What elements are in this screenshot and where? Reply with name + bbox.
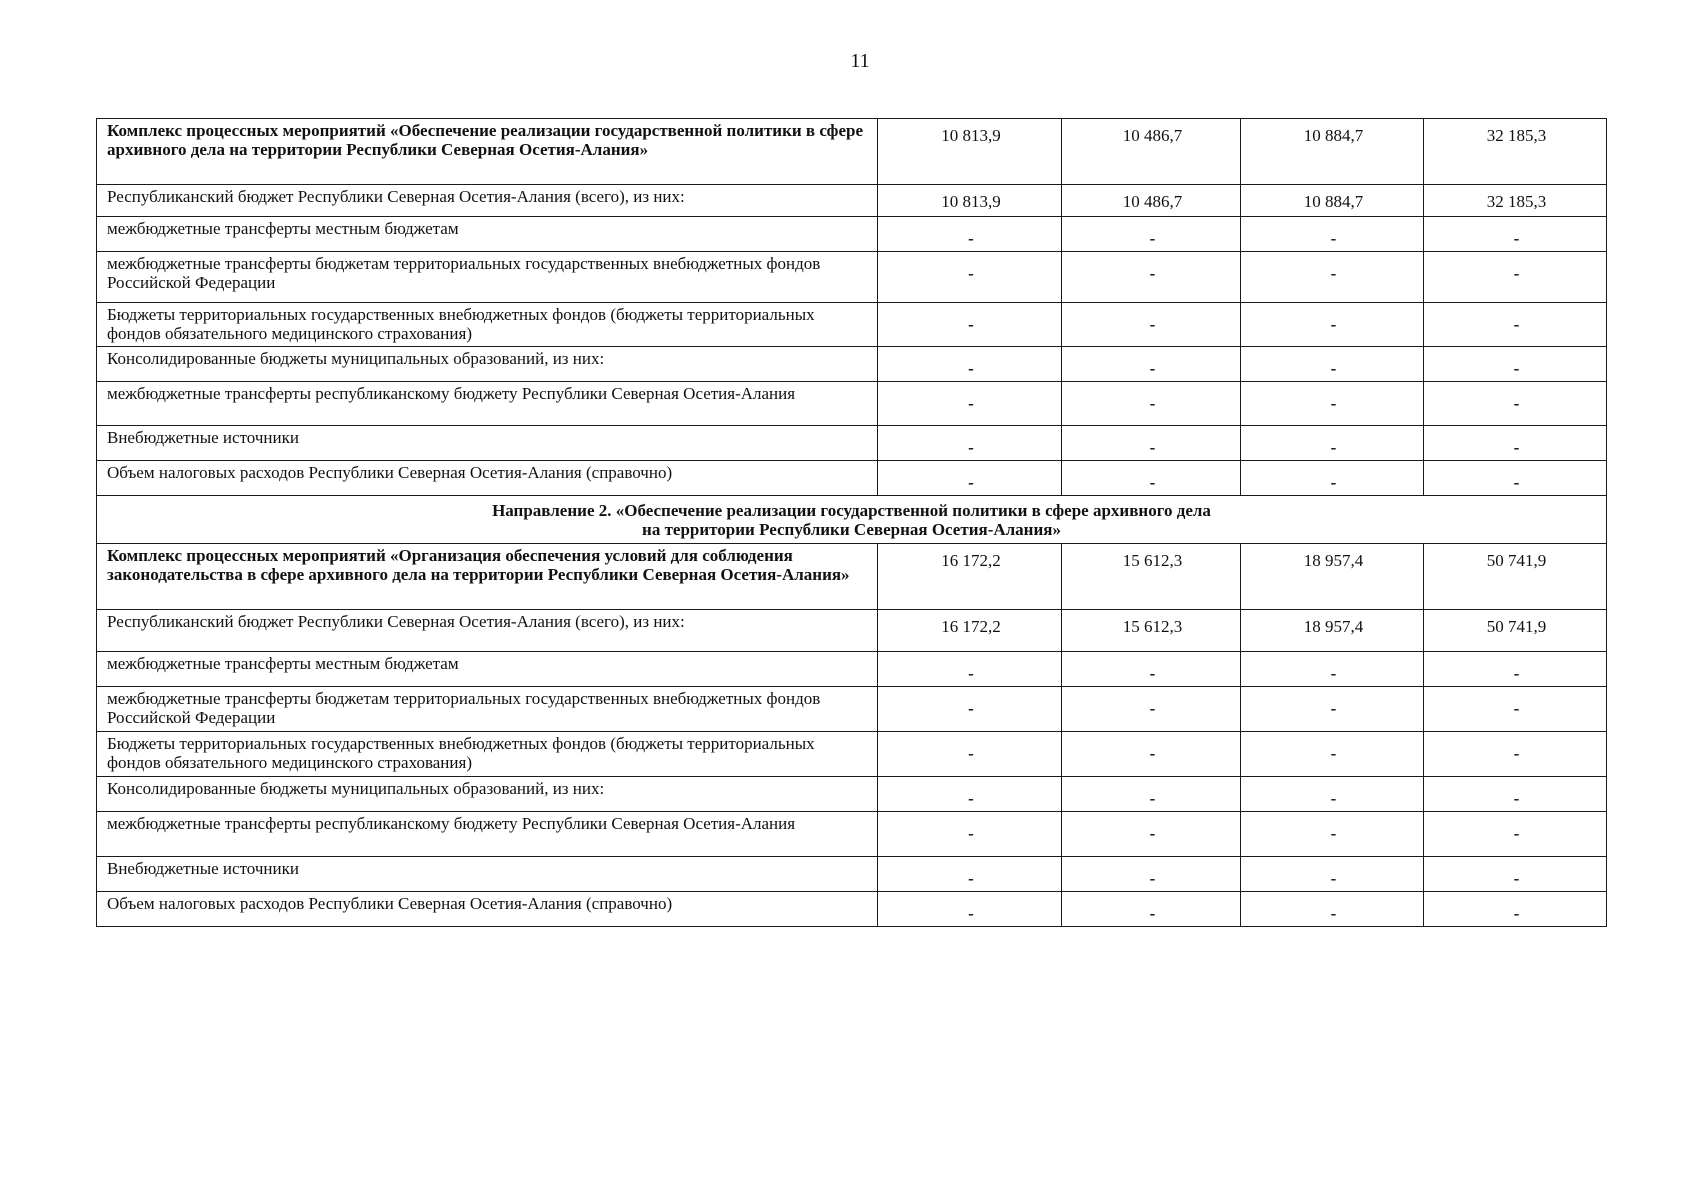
- row-label: Бюджеты территориальных государственных внебюджетных фондов (бюджеты территориальных фондов обязательного медицинского страхования): [97, 303, 878, 347]
- value-cell: -: [1424, 252, 1607, 303]
- table-row: [97, 610, 1607, 652]
- row-label: Консолидированные бюджеты муниципальных образований, из них:: [97, 347, 878, 382]
- table-row: [97, 857, 1607, 892]
- value-cell: -: [1241, 857, 1424, 892]
- value-cell: -: [878, 892, 1062, 927]
- row-label: Бюджеты территориальных государственных внебюджетных фондов (бюджеты территориальных фондов обязательного медицинского страхования): [97, 732, 878, 777]
- row-label: Внебюджетные источники: [97, 857, 878, 892]
- table-row: [97, 461, 1607, 496]
- row-label: Консолидированные бюджеты муниципальных образований, из них:: [97, 777, 878, 812]
- table-row: [97, 544, 1607, 610]
- value-cell: -: [878, 812, 1062, 857]
- section-heading-line-2: на территории Республики Северная Осетия-Алания»: [642, 520, 1061, 539]
- row-label: межбюджетные трансферты бюджетам территориальных государственных внебюджетных фондов Российской Федерации: [97, 687, 878, 732]
- value-cell: -: [1062, 812, 1241, 857]
- table-row: [97, 892, 1607, 927]
- table-row: [97, 687, 1607, 732]
- value-cell: -: [1241, 252, 1424, 303]
- value-cell: 10 884,7: [1241, 119, 1424, 185]
- value-cell: -: [1241, 777, 1424, 812]
- value-cell: -: [1062, 252, 1241, 303]
- value-cell: -: [1062, 892, 1241, 927]
- row-label: Объем налоговых расходов Республики Северная Осетия-Алания (справочно): [97, 461, 878, 496]
- value-cell: -: [1424, 461, 1607, 496]
- row-label: Комплекс процессных мероприятий «Организация обеспечения условий для соблюдения законодательства в сфере архивного дела на территории Республики Северная Осетия-Алания»: [97, 544, 878, 610]
- value-cell: 18 957,4: [1241, 610, 1424, 652]
- row-label: Республиканский бюджет Республики Северная Осетия-Алания (всего), из них:: [97, 610, 878, 652]
- table-row: [97, 119, 1607, 185]
- section-heading: [97, 496, 1607, 544]
- value-cell: -: [1241, 347, 1424, 382]
- table-row: [97, 812, 1607, 857]
- value-cell: -: [1062, 732, 1241, 777]
- value-cell: 10 486,7: [1062, 119, 1241, 185]
- value-cell: -: [1062, 347, 1241, 382]
- section-heading-line-1: Направление 2. «Обеспечение реализации государственной политики в сфере архивного дела: [492, 501, 1211, 520]
- value-cell: -: [878, 347, 1062, 382]
- row-label: Республиканский бюджет Республики Северная Осетия-Алания (всего), из них:: [97, 185, 878, 217]
- page-number: 11: [850, 50, 870, 72]
- table-row: [97, 303, 1607, 347]
- value-cell: 10 813,9: [878, 119, 1062, 185]
- value-cell: -: [1241, 892, 1424, 927]
- value-cell: -: [1241, 426, 1424, 461]
- table-row: [97, 652, 1607, 687]
- value-cell: 50 741,9: [1424, 544, 1607, 610]
- budget-table: [96, 118, 1607, 927]
- table-row: [97, 347, 1607, 382]
- value-cell: 15 612,3: [1062, 610, 1241, 652]
- value-cell: -: [1062, 382, 1241, 426]
- row-label: межбюджетные трансферты республиканскому бюджету Республики Северная Осетия-Алания: [97, 812, 878, 857]
- value-cell: -: [1241, 732, 1424, 777]
- table-row: [97, 777, 1607, 812]
- value-cell: -: [1424, 857, 1607, 892]
- value-cell: -: [878, 382, 1062, 426]
- value-cell: 32 185,3: [1424, 119, 1607, 185]
- table-row: [97, 217, 1607, 252]
- value-cell: -: [1424, 892, 1607, 927]
- block-1-rows: [97, 119, 1607, 496]
- table-row: [97, 732, 1607, 777]
- value-cell: -: [878, 687, 1062, 732]
- value-cell: -: [1424, 426, 1607, 461]
- value-cell: 50 741,9: [1424, 610, 1607, 652]
- value-cell: -: [1424, 812, 1607, 857]
- section-row: [97, 496, 1607, 544]
- value-cell: -: [1062, 652, 1241, 687]
- table-row: [97, 382, 1607, 426]
- value-cell: -: [878, 777, 1062, 812]
- value-cell: -: [1062, 426, 1241, 461]
- value-cell: -: [878, 217, 1062, 252]
- value-cell: -: [1062, 461, 1241, 496]
- value-cell: 10 486,7: [1062, 185, 1241, 217]
- value-cell: -: [1062, 687, 1241, 732]
- value-cell: 10 884,7: [1241, 185, 1424, 217]
- value-cell: -: [878, 252, 1062, 303]
- value-cell: -: [1062, 857, 1241, 892]
- value-cell: -: [878, 652, 1062, 687]
- value-cell: 18 957,4: [1241, 544, 1424, 610]
- value-cell: 32 185,3: [1424, 185, 1607, 217]
- block-2-rows: [97, 544, 1607, 927]
- row-label: межбюджетные трансферты местным бюджетам: [97, 652, 878, 687]
- value-cell: 10 813,9: [878, 185, 1062, 217]
- value-cell: 16 172,2: [878, 544, 1062, 610]
- value-cell: -: [1424, 303, 1607, 347]
- value-cell: -: [1424, 652, 1607, 687]
- row-label: Объем налоговых расходов Республики Северная Осетия-Алания (справочно): [97, 892, 878, 927]
- table-row: [97, 252, 1607, 303]
- value-cell: -: [878, 426, 1062, 461]
- value-cell: -: [1062, 303, 1241, 347]
- value-cell: -: [1062, 217, 1241, 252]
- table-row: [97, 426, 1607, 461]
- value-cell: -: [1424, 732, 1607, 777]
- value-cell: -: [1241, 652, 1424, 687]
- row-label: межбюджетные трансферты бюджетам территориальных государственных внебюджетных фондов Российской Федерации: [97, 252, 878, 303]
- value-cell: -: [1241, 303, 1424, 347]
- table-row: [97, 185, 1607, 217]
- value-cell: -: [878, 461, 1062, 496]
- row-label: межбюджетные трансферты местным бюджетам: [97, 217, 878, 252]
- row-label: межбюджетные трансферты республиканскому бюджету Республики Северная Осетия-Алания: [97, 382, 878, 426]
- value-cell: -: [878, 303, 1062, 347]
- value-cell: -: [1424, 687, 1607, 732]
- value-cell: 15 612,3: [1062, 544, 1241, 610]
- value-cell: -: [878, 732, 1062, 777]
- value-cell: -: [1241, 217, 1424, 252]
- value-cell: -: [1241, 812, 1424, 857]
- value-cell: -: [1241, 461, 1424, 496]
- value-cell: 16 172,2: [878, 610, 1062, 652]
- value-cell: -: [878, 857, 1062, 892]
- section-2-header: [97, 496, 1607, 544]
- value-cell: -: [1424, 382, 1607, 426]
- value-cell: -: [1424, 217, 1607, 252]
- value-cell: -: [1062, 777, 1241, 812]
- row-label: Внебюджетные источники: [97, 426, 878, 461]
- value-cell: -: [1424, 347, 1607, 382]
- value-cell: -: [1241, 687, 1424, 732]
- value-cell: -: [1424, 777, 1607, 812]
- row-label: Комплекс процессных мероприятий «Обеспечение реализации государственной политики в сфере архивного дела на территории Республики Северная Осетия-Алания»: [97, 119, 878, 185]
- value-cell: -: [1241, 382, 1424, 426]
